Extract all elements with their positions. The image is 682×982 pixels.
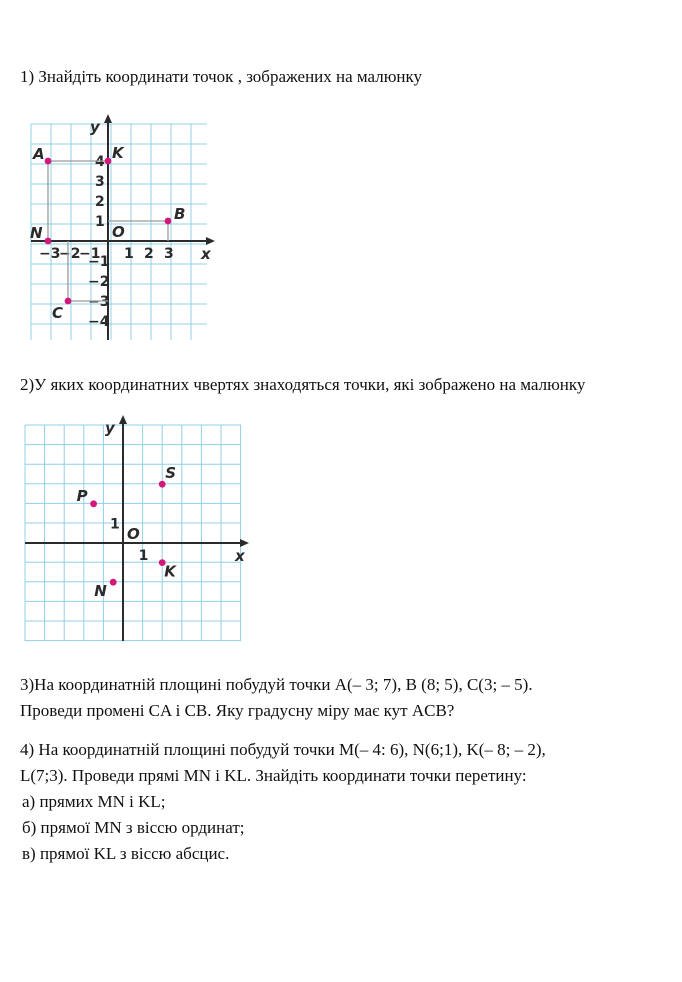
point-b-label: B	[174, 205, 186, 223]
x-tick-label: −2	[59, 246, 81, 262]
point-c-label: C	[52, 304, 64, 322]
point-n-marker	[45, 238, 52, 245]
origin-label: O	[127, 525, 140, 543]
point-n-label: N	[94, 582, 107, 601]
point-p-marker	[90, 500, 97, 507]
x-tick-label: 3	[164, 246, 174, 262]
y-tick-label: −3	[88, 294, 110, 310]
y-axis-arrow	[104, 114, 112, 123]
y-tick-label: 1	[95, 214, 105, 230]
y-tick-label: 3	[95, 174, 105, 190]
point-s-label: S	[165, 464, 177, 483]
y-axis-label: y	[105, 419, 115, 437]
x-tick-label: 2	[144, 246, 154, 262]
y-tick-label: −4	[88, 314, 110, 330]
task-4-item-b: б) прямої MN з віссю ординат;	[22, 818, 245, 837]
x-tick-label: −1	[79, 246, 101, 262]
point-p-label: P	[76, 486, 88, 505]
x-axis-arrow	[206, 237, 215, 245]
figure-1-coordinate-plane	[28, 118, 211, 343]
task-4	[20, 737, 546, 867]
figure-2-coordinate-plane	[23, 419, 245, 645]
y-tick-label: 4	[95, 154, 105, 170]
task-3-line-2: Проведи промені CA і CB. Яку градусну міру має кут ACB?	[20, 701, 455, 720]
point-k-marker	[105, 158, 112, 165]
point-k-label: K	[112, 144, 124, 162]
task-3	[20, 672, 533, 724]
y-axis-label: y	[90, 118, 100, 136]
y-tick-label: −2	[88, 274, 110, 290]
task-4-item-c: в) прямої KL з віссю абсцис.	[22, 844, 230, 863]
y-tick-label: 2	[95, 194, 105, 210]
task-2	[20, 372, 585, 398]
y-tick-label: 1	[110, 516, 120, 533]
task-2-text: 2)У яких координатних чвертях знаходяться точки, які зображено на малюнку	[20, 375, 586, 394]
task-1	[20, 64, 422, 90]
task-4-item-a: а) прямих MN і KL;	[22, 792, 166, 811]
task-1-text: 1) Знайдіть координати точок , зображених на малюнку	[20, 67, 423, 86]
x-tick-label: 1	[138, 548, 149, 564]
point-a-label: A	[33, 145, 45, 163]
point-b-marker	[165, 218, 172, 225]
y-axis-arrow	[119, 415, 127, 424]
x-tick-label: −3	[39, 246, 61, 262]
point-k-label: K	[164, 562, 176, 581]
y-tick-label: −1	[88, 254, 110, 270]
x-axis-label: x	[201, 245, 211, 263]
point-n-label: N	[30, 224, 43, 242]
x-axis-arrow	[240, 539, 249, 547]
task-4-line-1: 4) На координатній площині побудуй точки M(– 4: 6), N(6;1), K(– 8; – 2),	[20, 740, 546, 759]
point-a-marker	[45, 158, 52, 165]
point-n-marker	[110, 579, 117, 586]
point-c-marker	[65, 298, 72, 305]
task-3-line-1: 3)На координатній площині побудуй точки A(– 3; 7), B (8; 5), C(3; – 5).	[20, 675, 533, 694]
origin-label: O	[112, 223, 125, 241]
x-axis-label: x	[235, 547, 245, 565]
task-4-line-2: L(7;3). Проведи прямі MN і KL. Знайдіть координати точки перетину:	[20, 766, 527, 785]
x-tick-label: 1	[124, 246, 134, 262]
